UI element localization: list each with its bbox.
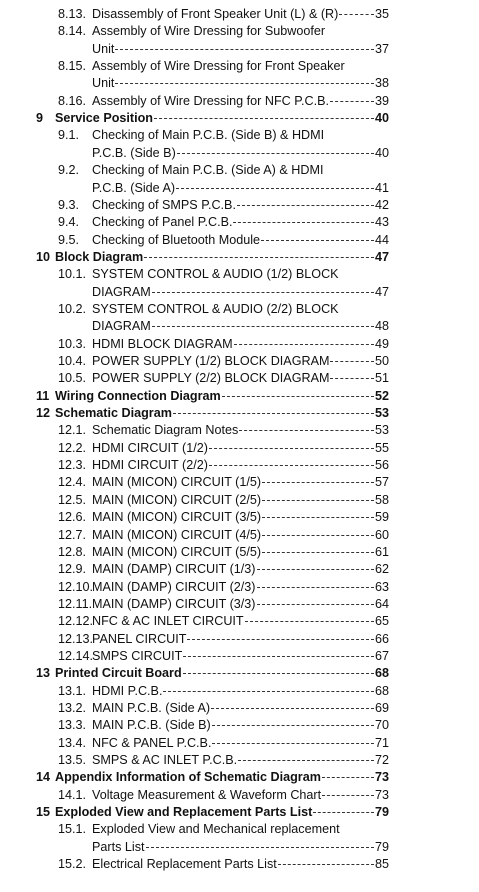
toc-entry-page: 62 [374, 562, 389, 577]
toc-entry-leader-line [92, 613, 389, 630]
toc-entry-leader-line [92, 353, 389, 370]
toc-entry [0, 509, 479, 526]
toc-entry-title: Exploded View and Replacement Parts List [55, 805, 313, 820]
toc-entry-number: 13.2. [58, 701, 87, 715]
toc-entry-number: 12.3. [58, 458, 87, 473]
toc-entry [0, 6, 479, 23]
toc-entry-title: SYSTEM CONTROL & AUDIO (1/2) BLOCK [92, 267, 339, 282]
toc-entry-continuation [92, 145, 389, 162]
toc-entry [0, 544, 479, 561]
toc-entry [0, 422, 479, 439]
toc-entry [0, 752, 479, 769]
toc-entry-title-continuation: Unit [92, 41, 115, 56]
toc-entry-number: 12.8. [58, 544, 87, 559]
leader-dots [322, 777, 374, 778]
toc-entry-title: HDMI CIRCUIT (2/2) [92, 458, 208, 473]
toc-entry [0, 440, 479, 457]
toc-entry [0, 110, 479, 127]
leader-dots [211, 708, 374, 709]
toc-entry-title: Wiring Connection Diagram [55, 388, 221, 403]
leader-dots [187, 639, 374, 640]
toc-entry [0, 58, 479, 75]
toc-entry-leader-line [92, 214, 389, 231]
leader-dots [212, 725, 374, 726]
toc-entry-number: 9.5. [58, 232, 80, 247]
toc-entry [0, 162, 479, 179]
toc-entry [0, 665, 479, 682]
toc-entry [0, 370, 479, 387]
leader-dots [209, 448, 374, 449]
leader-dots [238, 760, 374, 761]
leader-dots [209, 465, 374, 466]
toc-entry-leader-line [92, 631, 389, 648]
toc-entry [0, 93, 479, 110]
toc-entry-page: 85 [374, 857, 389, 872]
toc-entry-page: 66 [374, 631, 389, 646]
toc-entry-title: Appendix Information of Schematic Diagram [55, 770, 321, 785]
toc-entry-leader-line [92, 6, 389, 23]
toc-entry-leader-line [92, 596, 389, 613]
toc-entry-page: 73 [374, 787, 389, 802]
toc-entry-title: POWER SUPPLY (1/2) BLOCK DIAGRAM [92, 354, 330, 368]
leader-dots [183, 656, 374, 657]
toc-entry-leader-line [92, 75, 389, 92]
toc-entry-number: 10.3. [58, 336, 87, 351]
toc-entry-page: 70 [374, 718, 389, 733]
toc-entry-leader-line [92, 197, 389, 214]
toc-entry-page: 79 [374, 805, 389, 820]
toc-entry-leader-line [92, 561, 389, 578]
toc-entry-title: NFC & PANEL P.C.B. [92, 735, 212, 750]
toc-entry-leader-line [92, 527, 389, 544]
toc-entry [0, 527, 479, 544]
toc-entry-leader-line [92, 145, 389, 162]
toc-entry-number: 9 [36, 111, 44, 126]
toc-entry-title: MAIN (MICON) CIRCUIT (4/5) [92, 527, 262, 542]
toc-entry-leader-line [92, 735, 389, 752]
toc-entry-leader-line [92, 579, 389, 596]
toc-entry-leader-line [92, 457, 389, 474]
toc-entry [0, 648, 479, 665]
leader-dots [262, 552, 374, 553]
toc-entry-leader-line [92, 509, 389, 526]
toc-entry [0, 856, 479, 873]
toc-entry-leader-line [92, 787, 389, 804]
toc-entry-number: 13.1. [58, 683, 87, 698]
toc-entry [0, 492, 479, 509]
toc-entry-number: 8.13. [58, 7, 87, 21]
toc-entry-number: 12.2. [58, 440, 87, 455]
toc-entry [0, 579, 479, 596]
toc-entry-page: 68 [374, 666, 389, 681]
toc-entry-title: SMPS & AC INLET P.C.B. [92, 753, 238, 768]
toc-entry-leader-line [92, 700, 389, 717]
toc-entry-number: 10.5. [58, 371, 87, 386]
toc-entry-title: NFC & AC INLET CIRCUIT [92, 614, 244, 629]
toc-entry-number: 10.1. [58, 267, 87, 282]
toc-entry-page: 38 [374, 76, 389, 91]
toc-entry [0, 232, 479, 249]
toc-entry-number: 12.7. [58, 527, 87, 542]
toc-entry-title-continuation: P.C.B. (Side B) [92, 145, 176, 160]
leader-dots [262, 517, 374, 518]
toc-entry-page: 60 [374, 527, 389, 542]
toc-entry-page: 68 [374, 683, 389, 698]
toc-entry-number: 9.2. [58, 163, 80, 178]
leader-dots [115, 49, 374, 50]
toc-entry-number: 12.1. [58, 423, 87, 438]
leader-dots [257, 569, 374, 570]
toc-entry [0, 613, 479, 630]
toc-entry-leader-line [92, 284, 389, 301]
toc-entry-leader-line [92, 839, 389, 856]
toc-entry [0, 23, 479, 40]
leader-dots [257, 604, 374, 605]
toc-entry-leader-line [92, 544, 389, 561]
leader-dots [163, 691, 374, 692]
toc-entry-page: 41 [374, 180, 389, 195]
toc-entry-leader-line [92, 180, 389, 197]
toc-entry-leader-line [92, 856, 389, 873]
toc-entry-page: 40 [374, 111, 389, 126]
leader-dots [115, 83, 374, 84]
leader-dots [152, 326, 374, 327]
toc-entry-title: Assembly of Wire Dressing for Subwoofer [92, 24, 326, 39]
toc-entry-leader-line [55, 769, 389, 786]
toc-entry-number: 14 [36, 770, 51, 785]
toc-entry [0, 769, 479, 786]
toc-entry-title: POWER SUPPLY (2/2) BLOCK DIAGRAM [92, 371, 330, 386]
toc-entry-leader-line [55, 405, 389, 422]
leader-dots [245, 621, 374, 622]
toc-entry-number: 14.1. [58, 787, 87, 802]
toc-entry-number: 12.4. [58, 475, 87, 490]
toc-entry-leader-line [92, 318, 389, 335]
toc-entry-page: 61 [374, 544, 389, 559]
leader-dots [152, 292, 374, 293]
toc-entry-title: MAIN P.C.B. (Side B) [92, 718, 211, 733]
leader-dots [330, 378, 374, 379]
toc-entry [0, 266, 479, 283]
toc-entry-number: 8.15. [58, 59, 87, 74]
toc-entry-continuation [92, 839, 389, 856]
toc-entry-number: 12.9. [58, 562, 87, 577]
leader-dots [262, 482, 374, 483]
toc-entry-title-continuation: DIAGRAM [92, 284, 151, 299]
leader-dots [176, 188, 374, 189]
toc-entry-page: 53 [374, 406, 389, 421]
toc-entry-title: MAIN (MICON) CIRCUIT (5/5) [92, 544, 262, 559]
toc-entry-title: Assembly of Wire Dressing for NFC P.C.B. [92, 93, 330, 108]
toc-entry-page: 47 [374, 284, 389, 299]
toc-entry [0, 301, 479, 318]
toc-entry [0, 474, 479, 491]
toc-entry-number: 8.14. [58, 24, 87, 39]
toc-entry [0, 735, 479, 752]
toc-entry-leader-line [55, 665, 389, 682]
toc-entry [0, 631, 479, 648]
toc-entry-leader-line [92, 422, 389, 439]
toc-entry-leader-line [92, 474, 389, 491]
toc-entry-title: PANEL CIRCUIT [92, 631, 187, 646]
toc-entry-title: MAIN (DAMP) CIRCUIT (2/3) [92, 579, 256, 594]
toc-entry-page: 51 [374, 371, 389, 386]
toc-entry-page: 56 [374, 458, 389, 473]
toc-entry-title: Printed Circuit Board [55, 666, 182, 681]
toc-entry-title: HDMI BLOCK DIAGRAM [92, 336, 233, 351]
toc-entry-title: MAIN P.C.B. (Side A) [92, 701, 211, 715]
toc-entry-leader-line [55, 388, 389, 405]
toc-entry-title: MAIN (MICON) CIRCUIT (3/5) [92, 510, 262, 525]
toc-entry-number: 12.10. [58, 579, 94, 594]
toc-entry-leader-line [92, 648, 389, 665]
toc-entry [0, 388, 479, 405]
toc-entry-continuation [92, 180, 389, 197]
toc-entry-number: 12.5. [58, 492, 87, 507]
toc-entry-number: 13.3. [58, 718, 87, 733]
leader-dots [339, 14, 374, 15]
toc-entry-title: Checking of Main P.C.B. (Side A) & HDMI [92, 163, 324, 178]
toc-entry-number: 9.3. [58, 197, 80, 212]
toc-entry-page: 49 [374, 336, 389, 351]
leader-dots [233, 222, 374, 223]
toc-entry-title: SYSTEM CONTROL & AUDIO (2/2) BLOCK [92, 301, 339, 316]
toc-entry-leader-line [92, 440, 389, 457]
toc-entry-title: Checking of SMPS P.C.B. [92, 197, 236, 212]
toc-entry-page: 65 [374, 614, 389, 629]
toc-entry [0, 405, 479, 422]
toc-entry-title: Disassembly of Front Speaker Unit (L) & (R) [92, 7, 339, 21]
leader-dots [154, 118, 374, 119]
toc-entry-title: MAIN (DAMP) CIRCUIT (3/3) [92, 596, 256, 611]
toc-entry [0, 596, 479, 613]
leader-dots [278, 864, 374, 865]
toc-entry-number: 12.14. [58, 648, 94, 663]
toc-entry-number: 11 [36, 388, 50, 403]
toc-entry-page: 35 [374, 7, 389, 21]
leader-dots [239, 430, 374, 431]
toc-entry [0, 717, 479, 734]
toc-entry-leader-line [55, 804, 389, 821]
toc-entry-number: 8.16. [58, 93, 87, 108]
toc-entry-title: Service Position [55, 111, 153, 126]
toc-entry-leader-line [92, 41, 389, 58]
toc-entry-page: 47 [374, 249, 389, 264]
toc-entry-page: 57 [374, 475, 389, 490]
toc-entry-leader-line [92, 752, 389, 769]
toc-entry-leader-line [92, 717, 389, 734]
toc-entry-continuation [92, 318, 389, 335]
leader-dots [146, 847, 374, 848]
toc-entry-number: 12.13. [58, 631, 94, 646]
toc-entry-continuation [92, 284, 389, 301]
toc-entry-page: 52 [374, 388, 389, 403]
toc-entry-title-continuation: Unit [92, 76, 115, 91]
toc-entry-page: 48 [374, 319, 389, 334]
leader-dots [222, 396, 374, 397]
toc-entry [0, 336, 479, 353]
toc-entry [0, 214, 479, 231]
leader-dots [322, 795, 374, 796]
leader-dots [234, 344, 374, 345]
toc-entry [0, 353, 479, 370]
toc-entry-page: 63 [374, 579, 389, 594]
toc-entry-title: Checking of Bluetooth Module [92, 232, 261, 247]
toc-entry-leader-line [92, 492, 389, 509]
toc-entry [0, 197, 479, 214]
toc-entry-title: MAIN (MICON) CIRCUIT (1/5) [92, 475, 262, 490]
toc-entry-leader-line [55, 249, 389, 266]
toc-entry [0, 457, 479, 474]
toc-entry-page: 71 [374, 735, 389, 750]
toc-entry-page: 43 [374, 215, 389, 230]
toc-entry-number: 12 [36, 406, 51, 421]
toc-entry-title: Checking of Main P.C.B. (Side B) & HDMI [92, 128, 325, 143]
toc-entry-title: Exploded View and Mechanical replacement [92, 822, 340, 837]
toc-entry-continuation [92, 41, 389, 58]
toc-entry [0, 804, 479, 821]
toc-entry-page: 44 [374, 232, 389, 247]
toc-entry-number: 13.5. [58, 753, 87, 768]
toc-entry [0, 700, 479, 717]
toc-entry [0, 561, 479, 578]
toc-entry-page: 53 [374, 423, 389, 438]
toc-entry-number: 10.2. [58, 301, 87, 316]
toc-entry-page: 58 [374, 492, 389, 507]
toc-entry-leader-line [55, 110, 389, 127]
toc-entry-leader-line [92, 370, 389, 387]
toc-entry-page: 72 [374, 753, 389, 768]
leader-dots [212, 743, 374, 744]
toc-entry-page: 39 [374, 93, 389, 108]
toc-entry-page: 79 [374, 839, 389, 854]
toc-entry-page: 64 [374, 596, 389, 611]
leader-dots [262, 500, 374, 501]
toc-entry-page: 59 [374, 510, 389, 525]
toc-entry-page: 50 [374, 354, 389, 368]
toc-entry-number: 15 [36, 805, 51, 820]
toc-entry-page: 55 [374, 440, 389, 455]
toc-entry [0, 249, 479, 266]
toc-entry-number: 12.11. [58, 596, 93, 611]
toc-entry-page: 42 [374, 197, 389, 212]
toc-entry-page: 40 [374, 145, 389, 160]
toc-entry-number: 13.4. [58, 735, 87, 750]
toc-entry [0, 821, 479, 838]
toc-entry-title: Schematic Diagram Notes [92, 423, 239, 438]
toc-entry-number: 15.1. [58, 822, 87, 837]
leader-dots [237, 205, 374, 206]
toc-entry-leader-line [92, 683, 389, 700]
toc-entry-page: 67 [374, 648, 389, 663]
toc-entry-title: HDMI CIRCUIT (1/2) [92, 440, 208, 455]
toc-entry-number: 15.2. [58, 857, 87, 872]
toc-entry-leader-line [92, 93, 389, 110]
leader-dots [261, 240, 374, 241]
toc-entry-leader-line [92, 336, 389, 353]
toc-entry-leader-line [92, 232, 389, 249]
toc-entry-page: 73 [374, 770, 389, 785]
toc-entry-title: HDMI P.C.B. [92, 683, 163, 698]
toc-entry-title: Checking of Panel P.C.B. [92, 215, 233, 230]
toc-entry-title-continuation: DIAGRAM [92, 319, 151, 334]
toc-entry-title: MAIN (MICON) CIRCUIT (2/5) [92, 492, 262, 507]
toc-entry-number: 9.4. [58, 215, 80, 230]
leader-dots [257, 587, 374, 588]
leader-dots [330, 101, 374, 102]
toc-entry-title: Electrical Replacement Parts List [92, 857, 277, 872]
toc-entry [0, 787, 479, 804]
toc-entry-number: 12.12. [58, 614, 94, 629]
toc-entry-page: 69 [374, 701, 389, 715]
leader-dots [173, 413, 374, 414]
toc-entry-number: 10.4. [58, 354, 87, 368]
toc-entry-page: 37 [374, 41, 389, 56]
toc-entry-title: Schematic Diagram [55, 406, 172, 421]
leader-dots [262, 535, 374, 536]
leader-dots [183, 673, 374, 674]
toc-entry-number: 12.6. [58, 510, 87, 525]
toc-entry-title: SMPS CIRCUIT [92, 648, 183, 663]
toc-entry-title-continuation: Parts List [92, 839, 145, 854]
toc-entry [0, 683, 479, 700]
leader-dots [313, 812, 374, 813]
leader-dots [144, 257, 374, 258]
toc-entry-number: 10 [36, 249, 51, 264]
toc-entry-number: 13 [36, 666, 51, 681]
toc-entry-title: Block Diagram [55, 249, 144, 264]
toc-entry-number: 9.1. [58, 128, 80, 143]
toc-entry-continuation [92, 75, 389, 92]
leader-dots [330, 361, 374, 362]
leader-dots [177, 153, 374, 154]
toc-entry-title: Voltage Measurement & Waveform Chart [92, 787, 322, 802]
toc-entry-title: MAIN (DAMP) CIRCUIT (1/3) [92, 562, 256, 577]
toc-entry-title: Assembly of Wire Dressing for Front Speaker [92, 59, 345, 74]
toc-entry [0, 127, 479, 144]
toc-entry-title-continuation: P.C.B. (Side A) [92, 180, 176, 195]
